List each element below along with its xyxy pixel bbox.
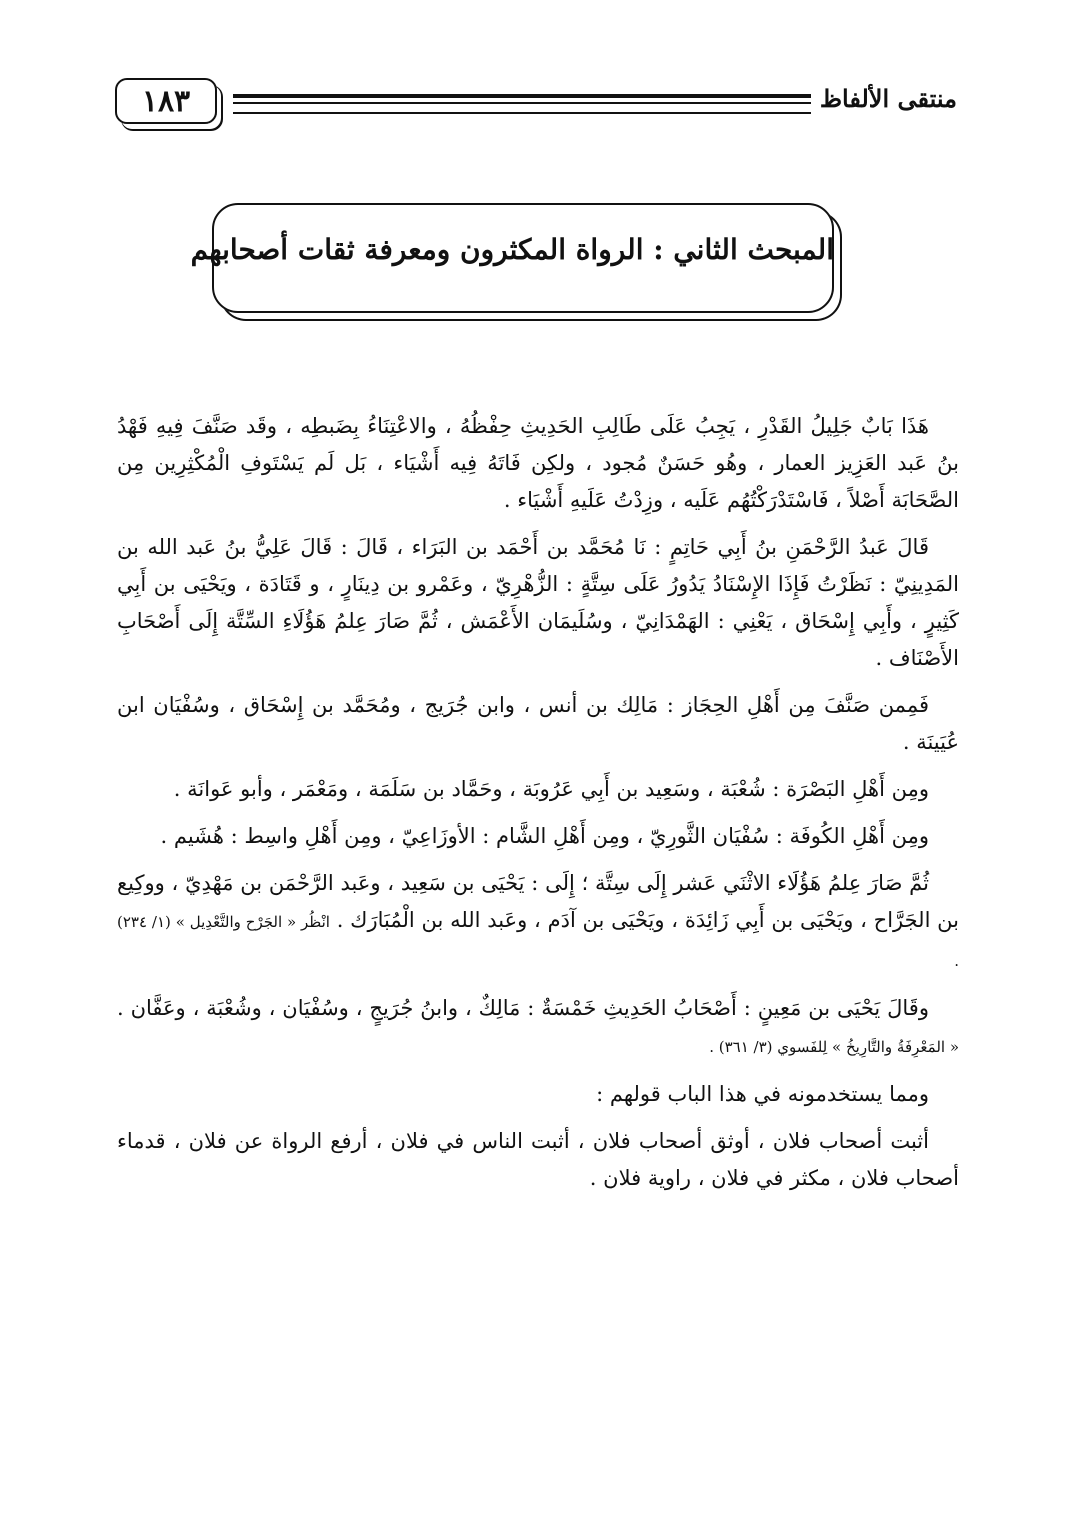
paragraph-7: وقَالَ يَحْيَى بن مَعِينٍ : أَصْحَابُ الحَدِيثِ خَمْسَةٌ : مَالِكٌ ، وابنُ جُرَيجٍ ، وسُفْيَان ، وشُعْبَة ، وعَفَّان . « المَعْرِفَةُ والتَّارِيخُ » لِلفَسوي (٣/ ٣٦١) . [117, 996, 959, 1056]
page-number: ١٨٣ [141, 83, 191, 119]
section-title-box [190, 203, 834, 313]
book-title: منتقى الألفاظ [819, 84, 957, 113]
paragraph-5: ومِن أَهْلِ الكُوفَة : سُفْيَان الثَّورِيّ ، ومِن أَهْلِ الشَّام : الأوزَاعِيّ ، ومِن أَهْلِ واسِط : هُشَيم . [160, 824, 929, 848]
page-number-box [115, 78, 217, 124]
paragraph-1: هَذَا بَابٌ جَلِيلُ القَدْرِ ، يَجِبُ عَلَى طَالِبِ الحَدِيثِ حِفْظُهُ ، والاعْتِنَاءُ بِضَبطِه ، وقَد صَنَّفَ فِيهِ فَهْدُ بنُ عَبد العَزِيز العمار ، وهُو حَسَنٌ مُجود ، ولكِن فَاتَهُ فِيه أَشْيَاء ، بَل لَم يَسْتَوفِ الْمُكْثِرِين مِن الصَّحَابَة أَصْلاً ، فَاسْتَدْرَكْتُهُم عَلَيه ، وزِدْتُ عَلَيهِ أَشْيَاء . [117, 414, 959, 512]
paragraph-4: ومِن أَهْلِ البَصْرَة : شُعْبَة ، وسَعِيد بن أَبِي عَرُوبَة ، وحَمَّاد بن سَلَمَة ، ومَعْمَر ، وأبو عَوانَة . [173, 777, 929, 801]
section-title: المبحث الثاني : الرواة المكثرون ومعرفة ثقات أصحابهم [190, 233, 834, 266]
reference-note: « المَعْرِفَةُ والتَّارِيخُ » لِلفَسوي (٣/ ٣٦١) . [709, 1038, 959, 1056]
page-header [115, 78, 957, 130]
paragraph-3: فَمِمن صَنَّفَ مِن أَهْلِ الحِجَاز : مَالِك بن أنس ، وابن جُرَيج ، ومُحَمَّد بن إِسْحَاق ، وسُفْيَان ابن عُيَينَة . [117, 693, 959, 754]
paragraph-2: قَالَ عَبدُ الرَّحْمَنِ بنُ أَبِي حَاتِمٍ : نَا مُحَمَّد بن أَحْمَد بن البَرَاء ، قَالَ : قَالَ عَلِيُّ بنُ عَبد الله بن المَدِينِيّ : نَظَرْتُ فَإِذَا الإِسْنَادُ يَدُورُ عَلَى سِتَّةٍ : الزُّهْرِيّ ، وعَمْرو بن دِينَارٍ ، و قَتَادَة ، ويَحْيَى بن أَبِي كَثِيرٍ ، وأَبِي إِسْحَاق ، يَعْنِي : الهَمْدَانِيّ ، وسُلَيمَان الأَعْمَش ، ثُمَّ صَارَ عِلمُ هَؤُلَاءِ السِّتَّة إِلَى أَصْحَابِ الأَصْنَاف . [117, 535, 959, 670]
paragraph-6: ثُمَّ صَارَ عِلمُ هَؤُلَاء الاثْنَي عَشر إِلَى سِتَّة ؛ إِلَى : يَحْيَى بن سَعِيد ، وعَبد الرَّحْمَن بن مَهْدِيّ ، ووكِيع بن الجَرَّاح ، ويَحْيَى بن أَبِي زَائِدَة ، ويَحْيَى بن آدَم ، وعَبد الله بن الْمُبَارَك . انْظُر « الجَرْح والتَّعْدِيل » (١/ ٢٣٤) . [117, 871, 959, 970]
header-divider [233, 94, 811, 114]
paragraph-9: أثبت أصحاب فلان ، أوثق أصحاب فلان ، أثبت الناس في فلان ، أرفع الرواة عن فلان ، قدماء أصحاب فلان ، مكثر في فلان ، راوية فلان . [117, 1129, 959, 1190]
paragraph-8: ومما يستخدمونه في هذا الباب قولهم : [596, 1082, 929, 1106]
reference-note: انْظُر « الجَرْح والتَّعْدِيل » (١/ ٢٣٤) . [117, 913, 959, 970]
body-text [117, 408, 959, 1207]
